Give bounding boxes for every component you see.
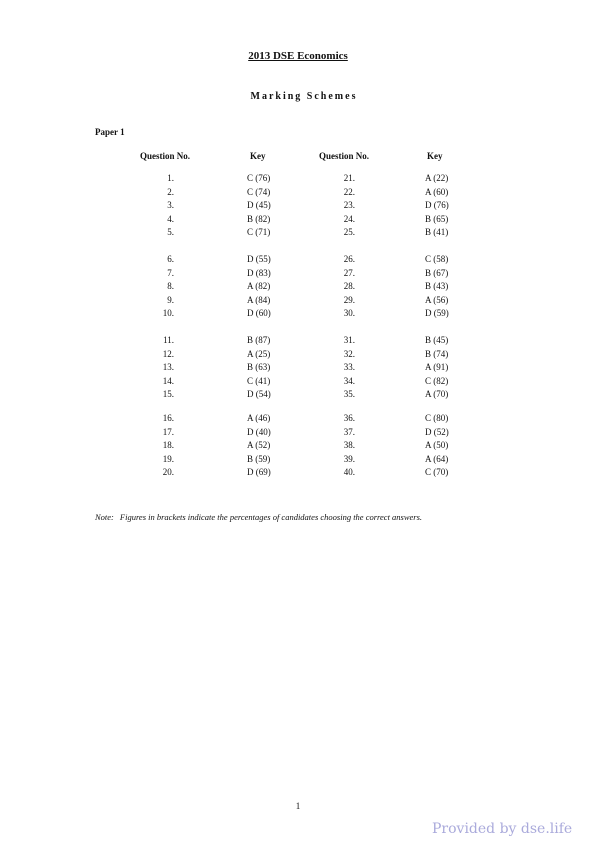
answer-key-cell: D (69) bbox=[247, 467, 271, 477]
question-number-cell: 19. bbox=[162, 453, 174, 464]
question-number-cell: 27. bbox=[343, 267, 355, 278]
answer-key-cell: B (41) bbox=[425, 227, 449, 237]
question-number-cell: 15. bbox=[162, 389, 174, 399]
question-number-cell: 2. bbox=[167, 186, 174, 197]
document-subtitle: Marking Schemes bbox=[250, 91, 358, 102]
answer-key-cell: D (55) bbox=[247, 254, 271, 264]
answer-key-cell: B (87) bbox=[247, 335, 271, 345]
question-number-cell: 24. bbox=[343, 213, 355, 224]
header-key-2: Key bbox=[427, 151, 443, 161]
answer-key-cell: D (83) bbox=[247, 267, 271, 278]
question-number-cell: 22. bbox=[343, 186, 355, 197]
question-number-cell: 36. bbox=[343, 413, 355, 423]
answer-key-cell: C (76) bbox=[247, 173, 271, 183]
answer-key-cell: A (25) bbox=[247, 348, 271, 359]
answer-key-cell: D (76) bbox=[425, 200, 449, 210]
answer-key-cell: D (59) bbox=[425, 308, 449, 318]
question-number-cell: 40. bbox=[343, 467, 355, 477]
paper-label: Paper 1 bbox=[95, 127, 125, 137]
question-number-cell: 3. bbox=[167, 200, 174, 210]
question-number-cell: 14. bbox=[162, 375, 174, 386]
question-number-cell: 8. bbox=[167, 281, 174, 291]
question-number-cell: 35. bbox=[343, 389, 355, 399]
answer-key-cell: D (40) bbox=[247, 426, 271, 437]
question-number-cell: 5. bbox=[167, 227, 174, 237]
answer-key-cell: C (80) bbox=[425, 413, 449, 423]
question-number-cell: 26. bbox=[343, 254, 355, 264]
question-number-cell: 21. bbox=[343, 173, 355, 183]
answer-key-cell: A (64) bbox=[425, 453, 449, 464]
question-number-cell: 33. bbox=[343, 362, 355, 372]
question-number-cell: 39. bbox=[343, 453, 355, 464]
answer-key-cell: B (67) bbox=[425, 267, 449, 278]
question-number-cell: 29. bbox=[343, 294, 355, 305]
note-text: Figures in brackets indicate the percentages of candidates choosing the correct answers. bbox=[119, 512, 423, 522]
answer-key-cell: B (65) bbox=[425, 213, 449, 224]
question-number-cell: 25. bbox=[343, 227, 355, 237]
answer-key-cell: C (71) bbox=[247, 227, 271, 237]
question-number-cell: 1. bbox=[167, 173, 174, 183]
question-number-cell: 10. bbox=[162, 308, 174, 318]
header-question-no-1: Question No. bbox=[140, 151, 191, 161]
question-number-cell: 13. bbox=[162, 362, 174, 372]
question-number-cell: 7. bbox=[167, 267, 174, 278]
answer-key-cell: B (74) bbox=[425, 348, 449, 359]
question-number-cell: 18. bbox=[162, 440, 174, 450]
answer-key-cell: A (82) bbox=[247, 281, 271, 291]
answer-key-cell: C (70) bbox=[425, 467, 449, 477]
question-number-cell: 4. bbox=[167, 213, 174, 224]
answer-key-cell: B (63) bbox=[247, 362, 271, 372]
answer-key-cell: A (60) bbox=[425, 186, 449, 197]
question-number-cell: 28. bbox=[343, 281, 355, 291]
page-number: 1 bbox=[295, 801, 301, 811]
answer-key-cell: A (91) bbox=[425, 362, 449, 372]
question-number-cell: 30. bbox=[343, 308, 355, 318]
question-number-cell: 9. bbox=[167, 294, 174, 305]
answer-key-cell: D (52) bbox=[425, 426, 449, 437]
answer-key-cell: B (59) bbox=[247, 453, 271, 464]
question-number-cell: 31. bbox=[343, 335, 355, 345]
answer-key-cell: A (46) bbox=[247, 413, 271, 423]
question-number-cell: 12. bbox=[162, 348, 174, 359]
answer-key-cell: C (41) bbox=[247, 375, 271, 386]
note bbox=[95, 512, 422, 522]
answer-key-cell: A (22) bbox=[425, 173, 449, 183]
note-label: Note: bbox=[95, 512, 114, 522]
question-number-cell: 38. bbox=[343, 440, 355, 450]
question-number-cell: 16. bbox=[162, 413, 174, 423]
answer-key-cell: B (82) bbox=[247, 213, 271, 224]
answer-key-cell: A (84) bbox=[247, 294, 271, 305]
header-question-no-2: Question No. bbox=[319, 151, 370, 161]
question-number-cell: 11. bbox=[163, 335, 174, 345]
answer-key-cell: C (74) bbox=[247, 186, 271, 197]
answer-key-cell: C (82) bbox=[425, 375, 449, 386]
answer-key-cell: D (45) bbox=[247, 200, 271, 210]
question-number-cell: 6. bbox=[167, 254, 174, 264]
watermark: Provided by dse.life bbox=[432, 821, 573, 837]
answer-key-cell: B (43) bbox=[425, 281, 449, 291]
answer-key-cell: A (56) bbox=[425, 294, 449, 305]
answer-key-cell: C (58) bbox=[425, 254, 449, 264]
answer-key-cell: A (50) bbox=[425, 440, 449, 450]
answer-key-cell: D (60) bbox=[247, 308, 271, 318]
question-number-cell: 37. bbox=[343, 426, 355, 437]
question-number-cell: 34. bbox=[343, 375, 355, 386]
question-number-cell: 23. bbox=[343, 200, 355, 210]
answer-key-cell: A (70) bbox=[425, 389, 449, 399]
question-number-cell: 32. bbox=[343, 348, 355, 359]
answer-key-cell: D (54) bbox=[247, 389, 271, 399]
document-title: 2013 DSE Economics bbox=[248, 50, 348, 62]
header-key-1: Key bbox=[250, 151, 266, 161]
answer-key-cell: B (45) bbox=[425, 335, 449, 345]
question-number-cell: 17. bbox=[162, 426, 174, 437]
answer-key-cell: A (52) bbox=[247, 440, 271, 450]
question-number-cell: 20. bbox=[162, 467, 174, 477]
